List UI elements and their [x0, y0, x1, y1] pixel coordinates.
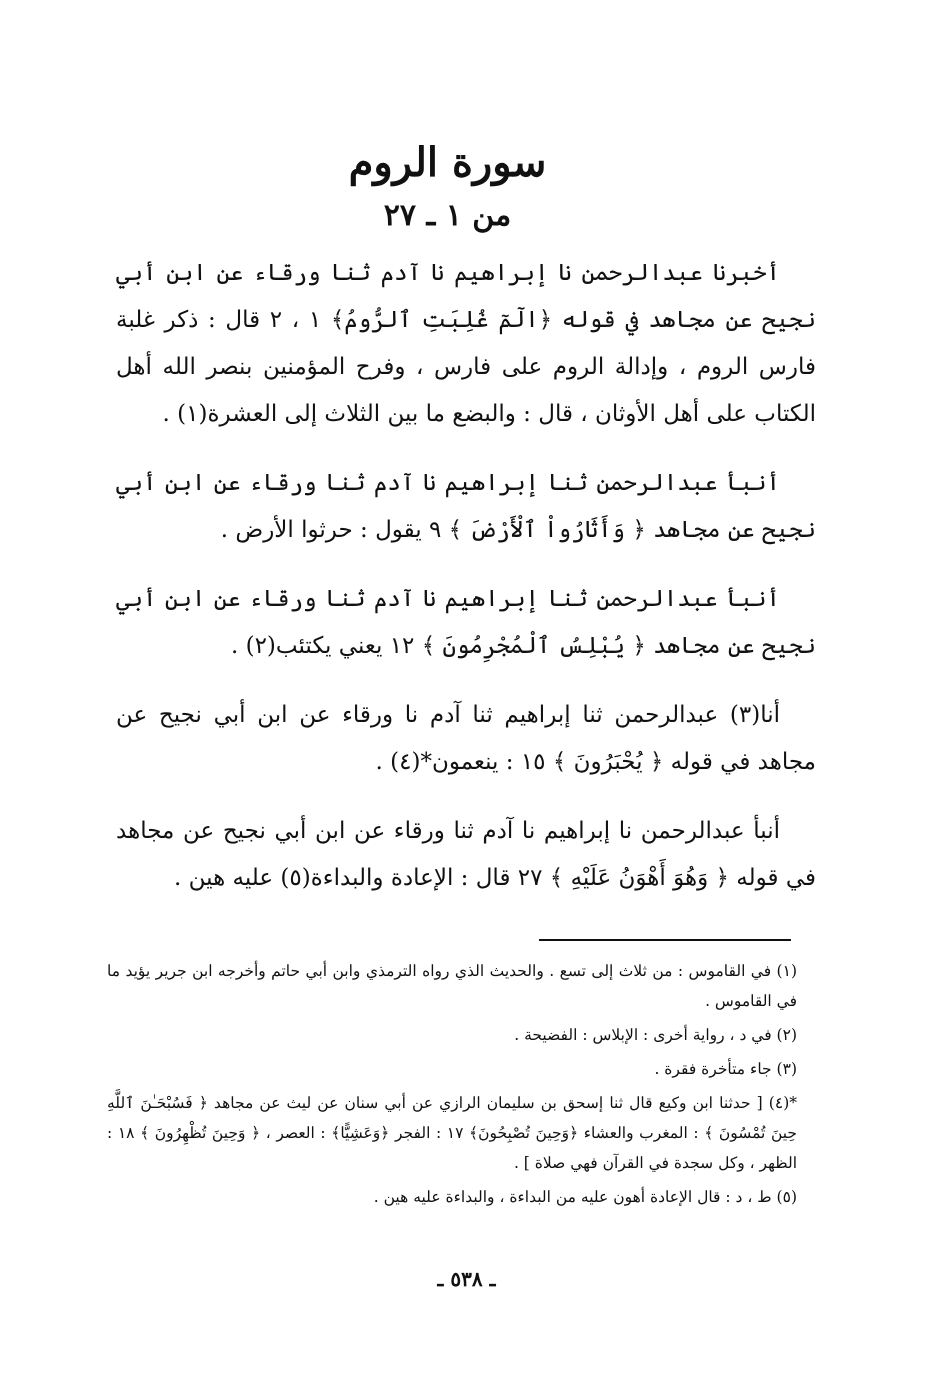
paragraph: أنبأ عبدالرحمن ثنا إبراهيم نا آدم ثنا ورقاء عن ابن أبي نجيح عن مجاهد ﴿ وَأَثَارُواْ ٱلْأَرْضَ ﴾ ٩ يقول : حرثوا الأرض . — [116, 470, 816, 543]
footnote: *(٤) [ حدثنا ابن وكيع قال ثنا إسحق بن سليمان الرازي عن أبي سنان عن ليث عن مجاهد ﴿ فَسُبْحَـٰنَ ٱللَّهِ حِينَ تُمْسُونَ ﴾ : المغرب والعشاء ﴿وَحِينَ تُصْبِحُونَ﴾ ١٧ : الفجر ﴿وَعَشِيًّا﴾ : العصر ، ﴿ وَحِينَ تُظْهِرُونَ ﴾ ١٨ : الظهر ، وكل سجدة في القرآن فهي صلاة ] . — [107, 1094, 798, 1172]
paragraph: أنبأ عبدالرحمن ثنا إبراهيم نا آدم ثنا ورقاء عن ابن أبي نجيح عن مجاهد ﴿ يُبْلِسُ ٱلْمُجْرِمُونَ ﴾ ١٢ يعني يكتئب(٢) . — [116, 586, 816, 659]
footnote: (٥) ط ، د : قال الإعادة أهون عليه من البداءة ، والبداءة عليه هين . — [373, 1188, 797, 1206]
footnote: (٢) في د ، رواية أخرى : الإبلاس : الفضيحة . — [514, 1026, 797, 1044]
footnote: (١) في القاموس : من ثلاث إلى تسع . والحديث الذي رواه الترمذي وابن أبي حاتم وأخرجه ابن جرير يؤيد ما في القاموس . — [107, 962, 797, 1010]
surah-title: سورة الروم — [348, 139, 547, 186]
footnote: (٣) جاء متأخرة فقرة . — [654, 1060, 797, 1078]
footnotes — [107, 956, 797, 1216]
paragraph: أخبرنا عبدالرحمن نا إبراهيم نا آدم ثنا ورقاء عن ابن أبي نجيح عن مجاهد في قوله ﴿الٓمٓ غُلِبَتِ ٱلرُّومُ﴾ ١ ، ٢ قال : ذكر غلبة فارس الروم ، وإدالة الروم على فارس ، وفرح المؤمنين بنصر الله أهل الكتاب على أهل الأوثان ، قال : والبضع ما بين الثلاث إلى العشرة(١) . — [116, 260, 816, 427]
page-number: ـ ٥٣٨ ـ — [437, 1267, 496, 1291]
paragraph: أنبأ عبدالرحمن نا إبراهيم نا آدم ثنا ورقاء عن ابن أبي نجيح عن مجاهد في قوله ﴿ وَهُوَ أَهْوَنُ عَلَيْهِ ﴾ ٢٧ قال : الإعادة والبداءة(٥) عليه هين . — [116, 818, 816, 891]
paragraph: أنا(٣) عبدالرحمن ثنا إبراهيم ثنا آدم نا ورقاء عن ابن أبي نجيح عن مجاهد في قوله ﴿ يُحْبَرُونَ ﴾ ١٥ : ينعمون*(٤) . — [116, 702, 816, 775]
verse-range: من ١ ـ ٢٧ — [383, 198, 512, 233]
footnote-divider — [539, 939, 791, 941]
main-text — [116, 250, 816, 924]
